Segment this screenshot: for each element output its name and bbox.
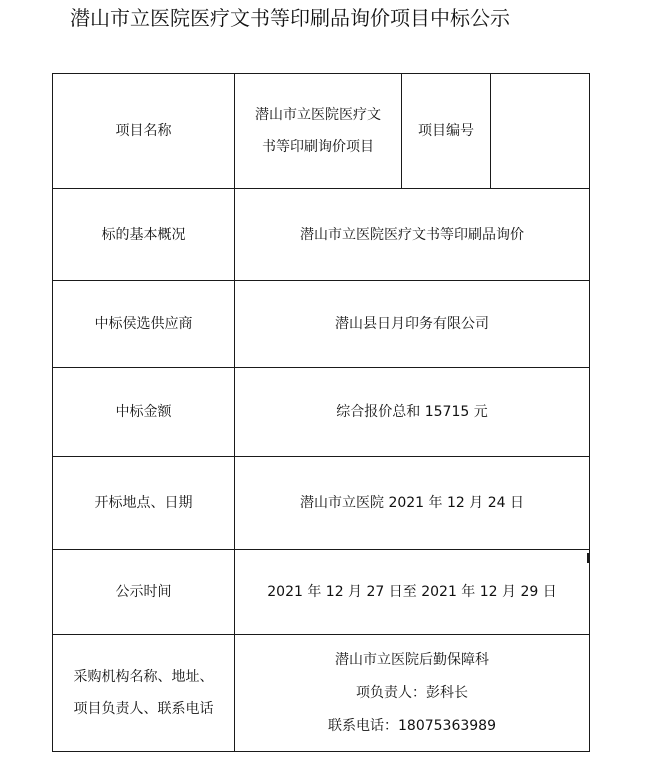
buyer-label-line1: 采购机构名称、地址、	[73, 669, 214, 685]
opening-label: 开标地点、日期	[53, 457, 235, 550]
project-name-value-line2: 书等印刷询价项目	[262, 139, 374, 155]
buyer-contact-person: 项负责人：彭科长	[356, 684, 468, 701]
amount-label: 中标金额	[53, 368, 235, 457]
candidate-value: 潜山县日月印务有限公司	[235, 281, 590, 368]
overview-value: 潜山市立医院医疗文书等印刷品询价	[235, 189, 590, 281]
project-name-label: 项目名称	[53, 74, 235, 189]
table-row	[53, 457, 590, 550]
project-name-value-line1: 潜山市立医院医疗文	[255, 107, 381, 123]
buyer-name: 潜山市立医院后勤保障科	[335, 651, 489, 668]
table-row	[53, 74, 590, 189]
amount-value: 综合报价总和 15715 元	[235, 368, 590, 457]
table-row	[53, 368, 590, 457]
publicity-label: 公示时间	[53, 550, 235, 635]
buyer-phone: 联系电话：18075363989	[328, 717, 496, 734]
opening-value: 潜山市立医院 2021 年 12 月 24 日	[235, 457, 590, 550]
project-name-value	[235, 74, 402, 189]
publicity-value: 2021 年 12 月 27 日至 2021 年 12 月 29 日	[235, 550, 590, 635]
bid-result-table	[52, 73, 590, 752]
candidate-label: 中标侯选供应商	[53, 281, 235, 368]
table-edge-mark	[587, 553, 590, 563]
project-number-value	[491, 74, 590, 189]
buyer-label	[53, 635, 235, 752]
overview-label: 标的基本概况	[53, 189, 235, 281]
table-row	[53, 281, 590, 368]
buyer-label-line2: 项目负责人、联系电话	[73, 701, 214, 717]
page-title: 潜山市立医院医疗文书等印刷品询价项目中标公示	[70, 6, 510, 30]
buyer-info	[235, 635, 590, 752]
table-row	[53, 189, 590, 281]
table-row	[53, 550, 590, 635]
project-number-label: 项目编号	[402, 74, 491, 189]
table-row	[53, 635, 590, 752]
